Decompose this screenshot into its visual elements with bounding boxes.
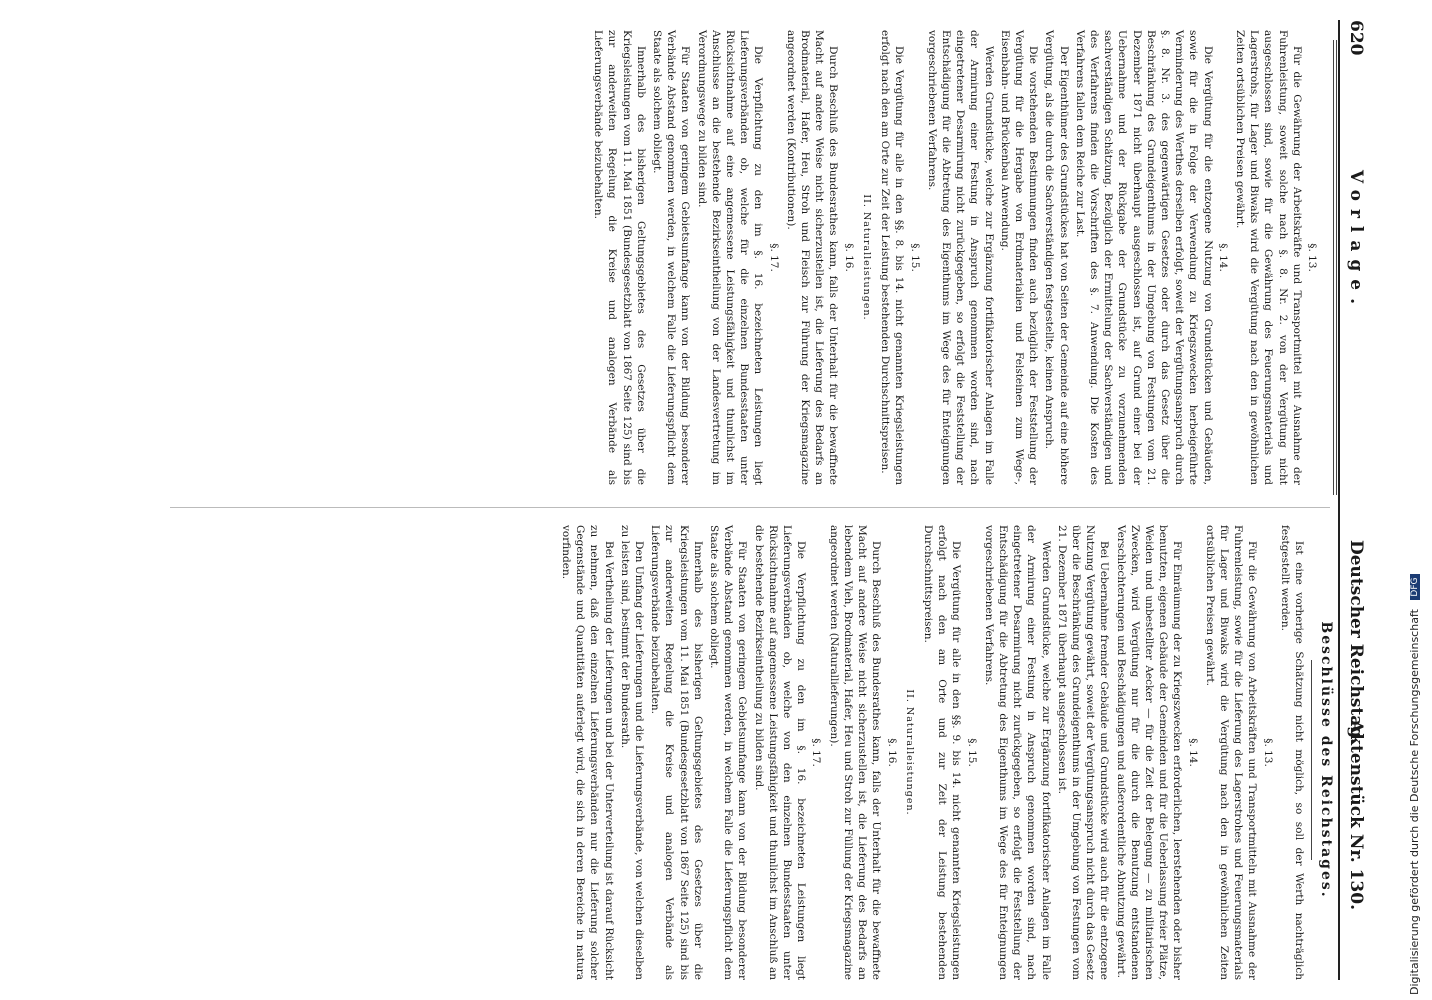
paragraph: Für Staaten von geringem Gebietsumfange kann von der Bildung besonderer Verbände Abstand genommen werden, in welchem Falle die Lieferungspflicht dem Staate als solchem obliegt. xyxy=(708,525,749,980)
section-heading: §. 17. xyxy=(810,738,823,767)
page-sheet xyxy=(120,20,1370,980)
part-heading: II. Naturalleistungen. xyxy=(860,194,872,321)
paragraph: Den Umfang der Lieferungen und die Lieferungsverbände, von welchen dieselben zu leisten sind, bestimmt der Bundesrath. xyxy=(618,525,646,980)
paragraph: Werden Grundstücke, welche zur Ergänzung fortifikatorischer Anlagen im Falle der Armirung einer Festung in Anspruch genommen worden sind, nach eingetretener Desarmirung nicht zurückgegeben, so erfolgt die Feststellung der Entschädigung für die Abtretung des Eigenthums im Wege des für Enteignungen vorgeschriebenen Verfahrens. xyxy=(925,30,995,485)
page-header xyxy=(1338,20,1370,980)
paragraph: Die Vergütung für alle in den §§. 9. bis 14. nicht genannten Kriegsleistungen erfolgt nach den am Orte und zur Zeit der Leistung bestehenden Durchschnittspreisen. xyxy=(921,525,963,980)
column-divider xyxy=(170,507,1330,508)
left-header-rule xyxy=(1333,40,1337,495)
paragraph: Die Vergütung für alle in den §§. 8. bis 14. nicht genannten Kriegsleistungen erfolgt nach den am Orte zur Zeit der Leistung bestehenden Durchschnittspreisen. xyxy=(879,30,906,485)
left-column-title: Vorlage. xyxy=(1346,170,1366,313)
right-header-rule xyxy=(1311,660,1312,860)
paragraph: Werden Grundstücke, welche zur Ergänzung fortifikatorischer Anlagen im Falle der Armirung einer Festung in Anspruch genommen worden sind, nach eingetretener Desarmirung nicht zurückgegeben, so erfolgt die Feststellung der Entschädigung für die Abtretung des Eigenthums im Wege des für Enteignungen vorgeschriebenen Verfahrens. xyxy=(982,525,1052,980)
paragraph: Innerhalb des bisherigen Geltungsgebietes des Gesetzes über die Kriegsleistungen vom 11. Mai 1851 (Bundesgesetzblatt von 1867 Seite 125) sind bis zur anderweiten Regelung die Kreise und analogen Verbände als Lieferungsverbände beizubehalten. xyxy=(649,525,704,980)
paragraph: Bei Uebernahme fremder Gebäude und Grundstücke wird auch für die entzogene Nutzung Vergütung gewährt, soweit der Vergütungsanspruch nicht durch das Gesetz über die Beschränkung des Grundeigenthums in der Umgebung von Festungen vom 21. Dezember 1871 überhaupt ausgeschlossen ist. xyxy=(1055,525,1111,980)
section-heading: §. 17. xyxy=(767,243,780,272)
section-heading: §. 16. xyxy=(842,243,855,272)
section-heading: §. 14. xyxy=(1186,738,1199,767)
right-column xyxy=(126,525,1306,980)
section-heading: §. 16. xyxy=(885,738,898,767)
paragraph: Für die Gewährung von Arbeitskräften und Transportmitteln mit Ausnahme der Fuhrenleistung, sowie für die Lieferung des Lagerstrohes und Feuerungsmaterials für Lager und Biwaks wird die Vergütung nach den in gewöhnlichen Zeiten ortsüblichen Preisen gewährt. xyxy=(1203,525,1259,980)
paragraph: Für Einräumung der zu Kriegszwecken erforderlichen, leerstehenden oder bisher benutzten, eigenen Gebäude der Gemeinden und für die Ueberlassung freier Plätze, Weiden und unbestellter Aecker — für die Zeit der Belegung — zu militairischen Zwecken, wird Vergütung nur für die durch die Benutzung entstandenen Verschlechterungen und Beschädigungen und außerordentliche Abnutzung gewährt. xyxy=(1114,525,1184,980)
paragraph: Die Verpflichtung zu den im §. 16. bezeichneten Leistungen liegt Lieferungsverbänden ob, welche für die einzelnen Bundesstaaten unter Rücksichtnahme auf eine angemessene Leistungsfähigkeit und thunlichst im Anschlusse an die bestehende Bezirkseintheilung von der Landesvertretung im Verordnungswege zu bilden sind. xyxy=(695,30,765,485)
paragraph: Bei Vertheilung der Lieferungen und bei der Unterverteilung ist darauf Rücksicht zu nehmen, daß den einzelnen Lieferungsverbänden nur die Lieferung solcher Gegenstände und Quantitäten auferlegt wird, die sich in deren Bereiche in natura vorfinden. xyxy=(560,525,615,980)
paragraph: Innerhalb des bisherigen Geltungsgebietes des Gesetzes über die Kriegsleistungen vom 11. Mai 1851 (Bundesgesetzblatt von 1867 Seite 125) sind bis zur anderweiten Regelung die Kreise und analogen Verbände als Lieferungsverbände beizubehalten. xyxy=(592,30,647,485)
paragraph: Die Vergütung für die entzogene Nutzung von Grundstücken und Gebäuden, sowie für die in Folge der Verwendung zu Kriegszwecken herbeigeführte Verminderung des Werthes derselben erfolgt, soweit der Vergütungsanspruch durch §. 8. Nr. 3. des gegenwärtigen Gesetzes oder durch das Gesetz über die Beschränkung des Grundeigenthums in der Umgebung von Festungen vom 21. Dezember 1871 nicht überhaupt ausgeschlossen ist, auf Grund einer bei der Uebernahme und der Rückgabe der Grundstücke zu vorzunehmenden sachverständigen Schätzung. Bezüglich der Ermittelung der Sachverständigen und des Verfahrens finden die Vorschriften des §. 7. Anwendung. Die Kosten des Verfahrens fallen dem Reiche zur Last. xyxy=(1073,30,1214,485)
section-heading: §. 13. xyxy=(1306,243,1318,272)
publication-title: Deutscher Reichstag. xyxy=(1346,540,1366,745)
paragraph: Ist eine vorherige Schätzung nicht möglich, so soll der Werth nachträglich festgestellt werden. xyxy=(1278,525,1305,980)
part-heading: II. Naturalleistungen. xyxy=(903,689,915,816)
section-heading: §. 15. xyxy=(965,738,978,767)
paragraph: Für Staaten von geringem Gebietsumfange kann von der Bildung besonderer Verbände Abstand genommen werden, in welchem Falle die Lieferungspflicht dem Staate als solchem obliegt. xyxy=(651,30,692,485)
digitization-credit xyxy=(1408,575,1426,995)
paragraph: Der Eigenthümer des Grundstückes hat von Seiten der Gemeinde auf eine höhere Vergütung, als die durch die Sachverständigen festgestellte, keinen Anspruch. xyxy=(1043,30,1070,485)
section-heading: §. 13. xyxy=(1261,738,1274,767)
left-column xyxy=(142,30,1322,485)
paragraph: Die vorstehenden Bestimmungen finden auch bezüglich der Feststellung der Vergütung für die Hergabe von Erdmaterialien und Felsteinen zum Wege-, Eisenbahn- und Brückenbau Anwendung. xyxy=(998,30,1040,485)
credit-text: Digitalisierung gefördert durch die Deutsche Forschungsgemeinschaft xyxy=(1408,609,1421,995)
section-heading: §. 14. xyxy=(1216,243,1229,272)
document-number: Aktenstück Nr. 130. xyxy=(1346,720,1366,911)
paragraph: Durch Beschluß des Bundesrathes kann, falls der Unterhalt für die bewaffnete Macht auf andere Weise nicht sicherzustellen ist, die Lieferung des Bedarfs an lebendem Vieh, Brodmaterial, Hafer, Heu und Stroh zur Füllung der Kriegsmagazine angeordnet werden (Naturallieferungen). xyxy=(827,525,883,980)
page-number: 620 xyxy=(1346,20,1366,56)
section-heading: §. 15. xyxy=(908,243,921,272)
dfg-logo: DFG xyxy=(1410,574,1420,599)
paragraph: Die Verpflichtung zu den im §. 16. bezeichneten Leistungen liegt Lieferungsverbänden ob, welche von den einzelnen Bundesstaaten unter Rücksichtnahme auf angemessene Leistungsfähigkeit und thunlichst im Anschluß an die bestehende Bezirkseintheilung zu bilden sind. xyxy=(752,525,808,980)
right-column-title: Beschlüsse des Reichstages. xyxy=(1318,621,1334,899)
paragraph: Für die Gewährung der Arbeitskräfte und Transportmittel mit Ausnahme der Fuhrenleistung, soweit solche nach §. 8. Nr. 2. von der Vergütung nicht ausgeschlossen sind, sowie für die Gewährung des Feuerungsmaterials und Lagerstrohs, für Lager und Biwaks wird die Vergütung nach den in gewöhnlichen Zeiten ortsüblichen Preisen gewährt. xyxy=(1233,30,1303,485)
paragraph: Durch Beschluß des Bundesrathes kann, falls der Unterhalt für die bewaffnete Macht auf andere Weise nicht sicherzustellen ist, die Lieferung des Bedarfs an Brodmaterial, Hafer, Heu, Stroh und Fleisch zur Führung der Kriegsmagazine angeordnet werden (Kontributionen). xyxy=(784,30,840,485)
